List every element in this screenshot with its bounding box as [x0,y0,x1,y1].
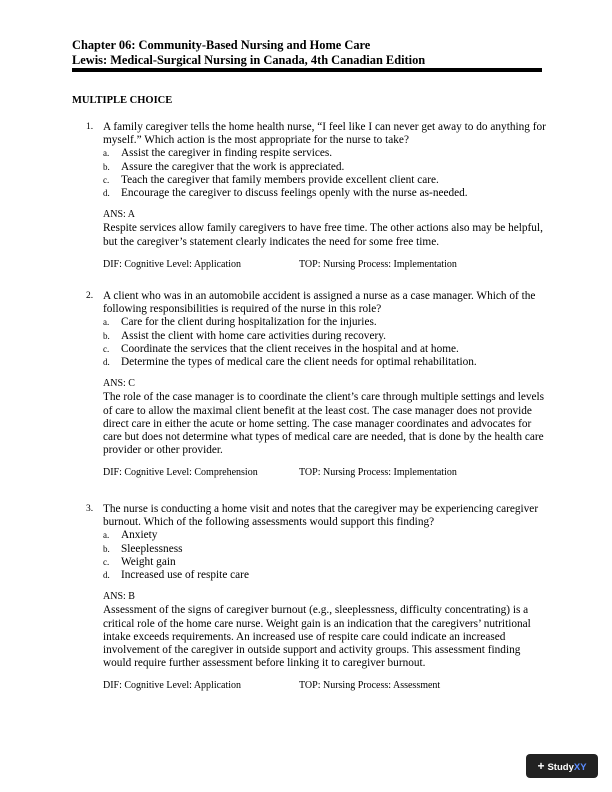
header-rule [72,68,542,72]
option-letter: a. [103,530,110,541]
option-letter: d. [103,357,110,368]
difficulty-level: DIF: Cognitive Level: Application [103,258,242,270]
option-text: Increased use of respite care [121,569,249,582]
question-number: 3. [86,504,94,514]
option-letter: c. [103,556,110,567]
question-meta [103,466,546,479]
plus-icon: + [537,759,545,773]
answer-key: ANS: B [103,591,135,603]
topic: TOP: Nursing Process: Implementation [299,467,457,479]
option-c [103,343,546,356]
option-a [103,147,546,160]
option-text: Weight gain [121,555,176,568]
option-text: Assist the client with home care activities during recovery. [121,329,386,342]
option-text: Coordinate the services that the client receives in the hospital and at home. [121,342,459,355]
question-stem: A client who was in an automobile accident is assigned a nurse as a case manager. Which of the following responsibilities is required of the nurse in this role? [103,290,536,316]
option-letter: d. [103,188,110,199]
option-d [103,356,546,369]
option-b [103,161,546,174]
option-letter: b. [103,330,110,341]
question-number: 2. [86,291,94,301]
question-2 [86,290,546,479]
question-meta [103,679,546,692]
option-c [103,556,546,569]
option-letter: a. [103,148,110,159]
option-a [103,529,546,542]
option-letter: c. [103,343,110,354]
question-number: 1. [86,122,94,132]
chapter-title: Chapter 06: Community-Based Nursing and Home Care [72,38,371,52]
option-text: Anxiety [121,529,158,542]
studyxy-badge[interactable] [526,754,598,778]
option-b [103,330,546,343]
section-title: MULTIPLE CHOICE [72,95,173,106]
option-text: Care for the client during hospitalization for the injuries. [121,316,377,329]
option-text: Sleeplessness [121,542,183,555]
rationale: Assessment of the signs of caregiver burnout (e.g., sleeplessness, difficulty concentrating) is a critical role of the home care nurse. Weight gain is an indication that the caregivers’ nutritional intake exceeds requirements. An increased use of respite care could indicate an increased involvement of the caregiver in outside support and activity groups. This assessment finding would require further assessment before linking it to caregiver burnout. [103,604,531,670]
option-d [103,187,546,200]
option-a [103,316,546,329]
answer-key: ANS: C [103,378,135,390]
option-letter: a. [103,317,110,328]
question-1 [86,121,546,271]
book-title: Lewis: Medical-Surgical Nursing in Canada, 4th Canadian Edition [72,53,426,67]
difficulty-level: DIF: Cognitive Level: Comprehension [103,467,258,479]
topic: TOP: Nursing Process: Assessment [299,680,441,692]
option-letter: b. [103,161,110,172]
option-text: Teach the caregiver that family members provide excellent client care. [121,173,439,186]
option-letter: d. [103,570,110,581]
badge-study-text: Study [547,762,574,773]
option-letter: b. [103,543,110,554]
rationale: The role of the case manager is to coordinate the client’s care through multiple settings and levels of care to allow the maximal client benefit at the least cost. The case manager does not provide direct care in either the acute or home setting. The case manager coordinates and advocates for care but does not determine what types of medical care are needed, that is done by the health care provider or other provider. [103,391,545,457]
answer-key: ANS: A [103,209,135,221]
option-b [103,543,546,556]
option-text: Assist the caregiver in finding respite services. [121,147,333,160]
option-letter: c. [103,174,110,185]
rationale: Respite services allow family caregivers to have free time. The other actions also may be helpful, but the caregiver’s statement clearly indicates the need for some free time. [103,222,543,248]
topic: TOP: Nursing Process: Implementation [299,258,457,270]
question-stem: A family caregiver tells the home health nurse, “I feel like I can never get away to do anything for myself.” Which action is the most appropriate for the nurse to take? [103,121,546,147]
option-text: Assure the caregiver that the work is appreciated. [121,160,345,173]
badge-xy-text: XY [573,762,587,773]
question-stem: The nurse is conducting a home visit and notes that the caregiver may be experiencing caregiver burnout. Which of the following assessments would support this finding? [103,503,539,529]
option-d [103,569,546,582]
question-meta [103,258,546,271]
difficulty-level: DIF: Cognitive Level: Application [103,680,242,692]
option-text: Determine the types of medical care the client needs for optimal rehabilitation. [121,356,477,369]
option-text: Encourage the caregiver to discuss feelings openly with the nurse as-needed. [121,187,468,200]
question-3 [86,503,546,692]
document-header [72,38,542,68]
option-c [103,174,546,187]
